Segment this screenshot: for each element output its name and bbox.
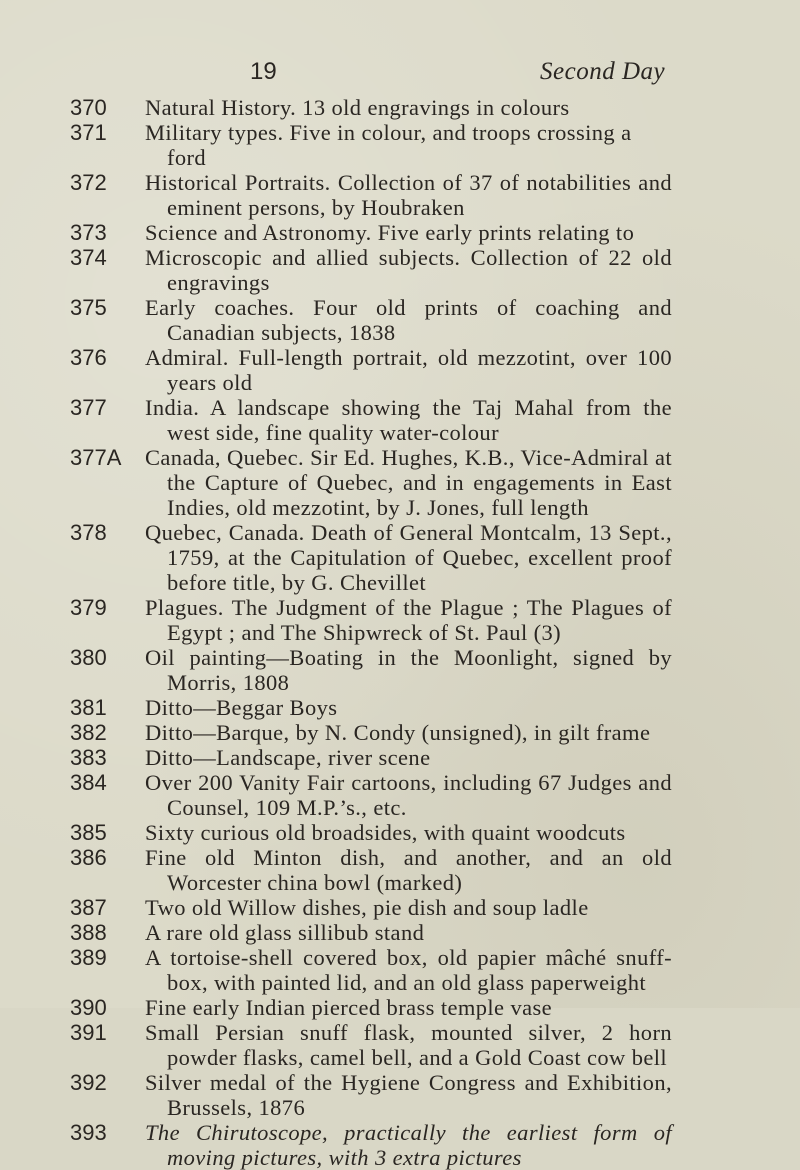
lot-description: Historical Portraits. Collection of 37 of notabilities and eminent persons, by Houbraken — [145, 170, 672, 220]
day-label: Second Day — [540, 58, 666, 85]
lot-description: Natural History. 13 old engravings in colours — [145, 95, 570, 120]
lot-number: 376 — [70, 345, 107, 370]
lot-description: Microscopic and allied subjects. Collection of 22 old engravings — [145, 245, 672, 295]
lot-entry — [0, 745, 800, 770]
lot-description: Plagues. The Judgment of the Plague ; The Plagues of Egypt ; and The Shipwreck of St. Paul (3) — [145, 595, 672, 645]
lot-number: 377A — [70, 445, 122, 470]
lot-number: 392 — [70, 1070, 107, 1095]
lot-entry — [0, 395, 800, 445]
lot-description: The Chirutoscope, practically the earliest form of moving pictures, with 3 extra pictures — [145, 1120, 672, 1170]
lot-description: Fine old Minton dish, and another, and an old Worcester china bowl (marked) — [145, 845, 672, 895]
lot-entry — [0, 645, 800, 695]
lot-description: Military types. Five in colour, and troops crossing a ford — [145, 120, 632, 170]
lot-number: 383 — [70, 745, 107, 770]
lot-number: 390 — [70, 995, 107, 1020]
lot-number: 377 — [70, 395, 107, 420]
lot-entry — [0, 595, 800, 645]
page-header — [0, 58, 800, 90]
lot-entry — [0, 220, 800, 245]
lot-entry — [0, 920, 800, 945]
lot-number: 382 — [70, 720, 107, 745]
lot-entry — [0, 820, 800, 845]
lot-description: Ditto—Landscape, river scene — [145, 745, 431, 770]
lot-description: A tortoise-shell covered box, old papier mâché snuff-box, with painted lid, and an old glass paperweight — [145, 945, 672, 995]
lot-description: Two old Willow dishes, pie dish and soup ladle — [145, 895, 589, 920]
page-number: 19 — [250, 58, 277, 85]
lot-number: 375 — [70, 295, 107, 320]
lot-entry — [0, 520, 800, 595]
lot-description: Oil painting—Boating in the Moonlight, signed by Morris, 1808 — [145, 645, 672, 695]
lot-number: 386 — [70, 845, 107, 870]
lot-entry — [0, 720, 800, 745]
lot-number: 381 — [70, 695, 107, 720]
lot-description: Silver medal of the Hygiene Congress and Exhibition, Brussels, 1876 — [145, 1070, 672, 1120]
lot-number: 370 — [70, 95, 107, 120]
lot-number: 393 — [70, 1120, 107, 1145]
lot-number: 372 — [70, 170, 107, 195]
lot-number: 389 — [70, 945, 107, 970]
lot-entry — [0, 770, 800, 820]
lot-description: Over 200 Vanity Fair cartoons, including 67 Judges and Counsel, 109 M.P.’s., etc. — [145, 770, 672, 820]
lot-description: Sixty curious old broadsides, with quaint woodcuts — [145, 820, 626, 845]
lot-description: India. A landscape showing the Taj Mahal from the west side, fine quality water-colour — [145, 395, 672, 445]
lot-entry — [0, 845, 800, 895]
lot-description: Ditto—Beggar Boys — [145, 695, 338, 720]
lot-description: Science and Astronomy. Five early prints relating to — [145, 220, 635, 245]
lot-entry — [0, 945, 800, 995]
lot-number: 380 — [70, 645, 107, 670]
lot-entry — [0, 245, 800, 295]
lot-number: 373 — [70, 220, 107, 245]
lot-entry — [0, 120, 800, 170]
lot-entry — [0, 695, 800, 720]
lot-number: 391 — [70, 1020, 107, 1045]
lot-number: 371 — [70, 120, 107, 145]
lot-description: A rare old glass sillibub stand — [145, 920, 425, 945]
lot-number: 384 — [70, 770, 107, 795]
lot-list — [0, 95, 800, 1170]
lot-description: Small Persian snuff flask, mounted silver, 2 horn powder flasks, camel bell, and a Gold Coast cow bell — [145, 1020, 672, 1070]
lot-entry — [0, 895, 800, 920]
lot-description: Fine early Indian pierced brass temple vase — [145, 995, 553, 1020]
lot-number: 379 — [70, 595, 107, 620]
lot-description: Ditto—Barque, by N. Condy (unsigned), in gilt frame — [145, 720, 651, 745]
lot-entry — [0, 295, 800, 345]
lot-entry — [0, 1020, 800, 1070]
lot-number: 374 — [70, 245, 107, 270]
lot-number: 378 — [70, 520, 107, 545]
lot-number: 388 — [70, 920, 107, 945]
lot-entry — [0, 170, 800, 220]
lot-entry — [0, 1120, 800, 1170]
lot-description: Quebec, Canada. Death of General Montcalm, 13 Sept., 1759, at the Capitulation of Quebec, excellent proof before title, by G. Chevillet — [145, 520, 672, 595]
lot-entry — [0, 445, 800, 520]
lot-entry — [0, 95, 800, 120]
lot-number: 387 — [70, 895, 107, 920]
lot-entry — [0, 1070, 800, 1120]
lot-description: Early coaches. Four old prints of coaching and Canadian subjects, 1838 — [145, 295, 672, 345]
lot-description: Canada, Quebec. Sir Ed. Hughes, K.B., Vice-Admiral at the Capture of Quebec, and in engagements in East Indies, old mezzotint, by J. Jones, full length — [145, 445, 672, 520]
lot-number: 385 — [70, 820, 107, 845]
lot-description: Admiral. Full-length portrait, old mezzotint, over 100 years old — [145, 345, 672, 395]
lot-entry — [0, 345, 800, 395]
